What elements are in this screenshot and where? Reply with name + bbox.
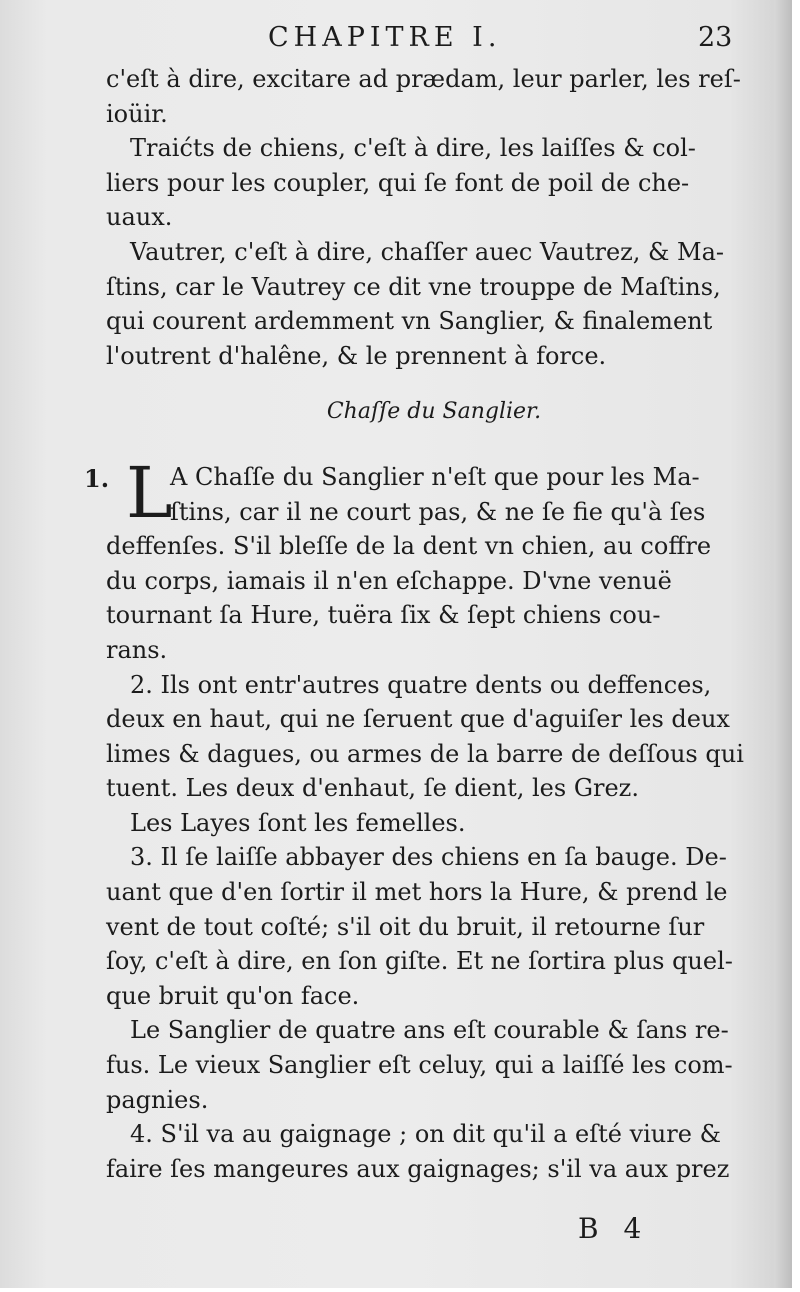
text-line: Vautrer, c'eſt à dire, chaſſer auec Vautrez, & Ma- [130, 237, 725, 266]
text-line: rans. [106, 635, 168, 664]
signature-mark: B 4 [578, 1212, 650, 1245]
text-line: c'eſt à dire, excitare ad prædam, leur parler, les reſ- [106, 65, 741, 93]
text-line: uant que d'en ſortir il met hors la Hure, & prend le [106, 878, 728, 907]
text-line: vent de tout coſté; s'il oit du bruit, il retourne ſur [106, 912, 705, 941]
drop-cap: L [126, 451, 173, 534]
text-line: A Chaſſe du Sanglier n'eſt que pour les Ma- [170, 462, 700, 491]
paragraph-1 [84, 451, 738, 668]
text-line: 2. Ils ont entr'autres quatre dents ou deffences, [130, 670, 712, 699]
text-line: pagnies. [106, 1085, 209, 1114]
paragraph-number: 1. [84, 463, 110, 493]
chapter-title: CHAPITRE I. [268, 22, 502, 53]
text-line: 4. S'il va au gaignage ; on dit qu'il a eſté viure & [130, 1120, 721, 1149]
text-line: ſtins, car il ne court pas, & ne ſe fie qu'à ſes [170, 497, 706, 526]
text-line: faire ſes mangeures aux gaignages; s'il va aux prez [106, 1154, 730, 1183]
section-heading: Chaſſe du Sanglier. [326, 399, 542, 425]
text-line: Le Sanglier de quatre ans eſt courable & ſans re- [130, 1016, 729, 1045]
text-line: que bruit qu'on face. [106, 981, 360, 1010]
text-line: du corps, iamais il n'en eſchappe. D'vne venuë [106, 566, 672, 595]
text-line: l'outrent d'halêne, & le prennent à force. [106, 341, 607, 370]
page-edge [774, 0, 792, 1288]
text-line: Les Layes ſont les femelles. [130, 808, 466, 837]
text-line: liers pour les coupler, qui ſe font de poil de che- [106, 168, 690, 197]
text-line: deffenſes. S'il bleſſe de la dent vn chien, au coffre [106, 532, 712, 561]
text-line: qui courent ardemment vn Sanglier, & finalement [106, 307, 713, 336]
text-line: fus. Le vieux Sanglier eſt celuy, qui a laiſſé les com- [106, 1051, 733, 1080]
text-line: Traićts de chiens, c'eſt à dire, les laiſſes & col- [130, 134, 696, 163]
text-line: ioüir. [106, 99, 168, 128]
text-line: tournant ſa Hure, tuëra ſix & ſept chiens cou- [106, 601, 661, 630]
text-line: deux en haut, qui ne ſeruent que d'aguiſer les deux [106, 705, 730, 734]
running-head [0, 22, 792, 56]
text-line: ſoy, c'eſt à dire, en ſon giſte. Et ne ſortira plus quel- [106, 947, 733, 976]
body-text [84, 62, 744, 1186]
text-line: limes & dagues, ou armes de la barre de deſſous qui [106, 739, 744, 768]
text-line: tuent. Les deux d'enhaut, ſe dient, les Grez. [106, 774, 639, 803]
text-line: ſtins, car le Vautrey ce dit vne trouppe de Maſtins, [106, 272, 721, 301]
text-line: 3. Il ſe laiſſe abbayer des chiens en ſa bauge. De- [130, 843, 727, 872]
page-number: 23 [698, 22, 733, 53]
text-line: uaux. [106, 203, 173, 232]
